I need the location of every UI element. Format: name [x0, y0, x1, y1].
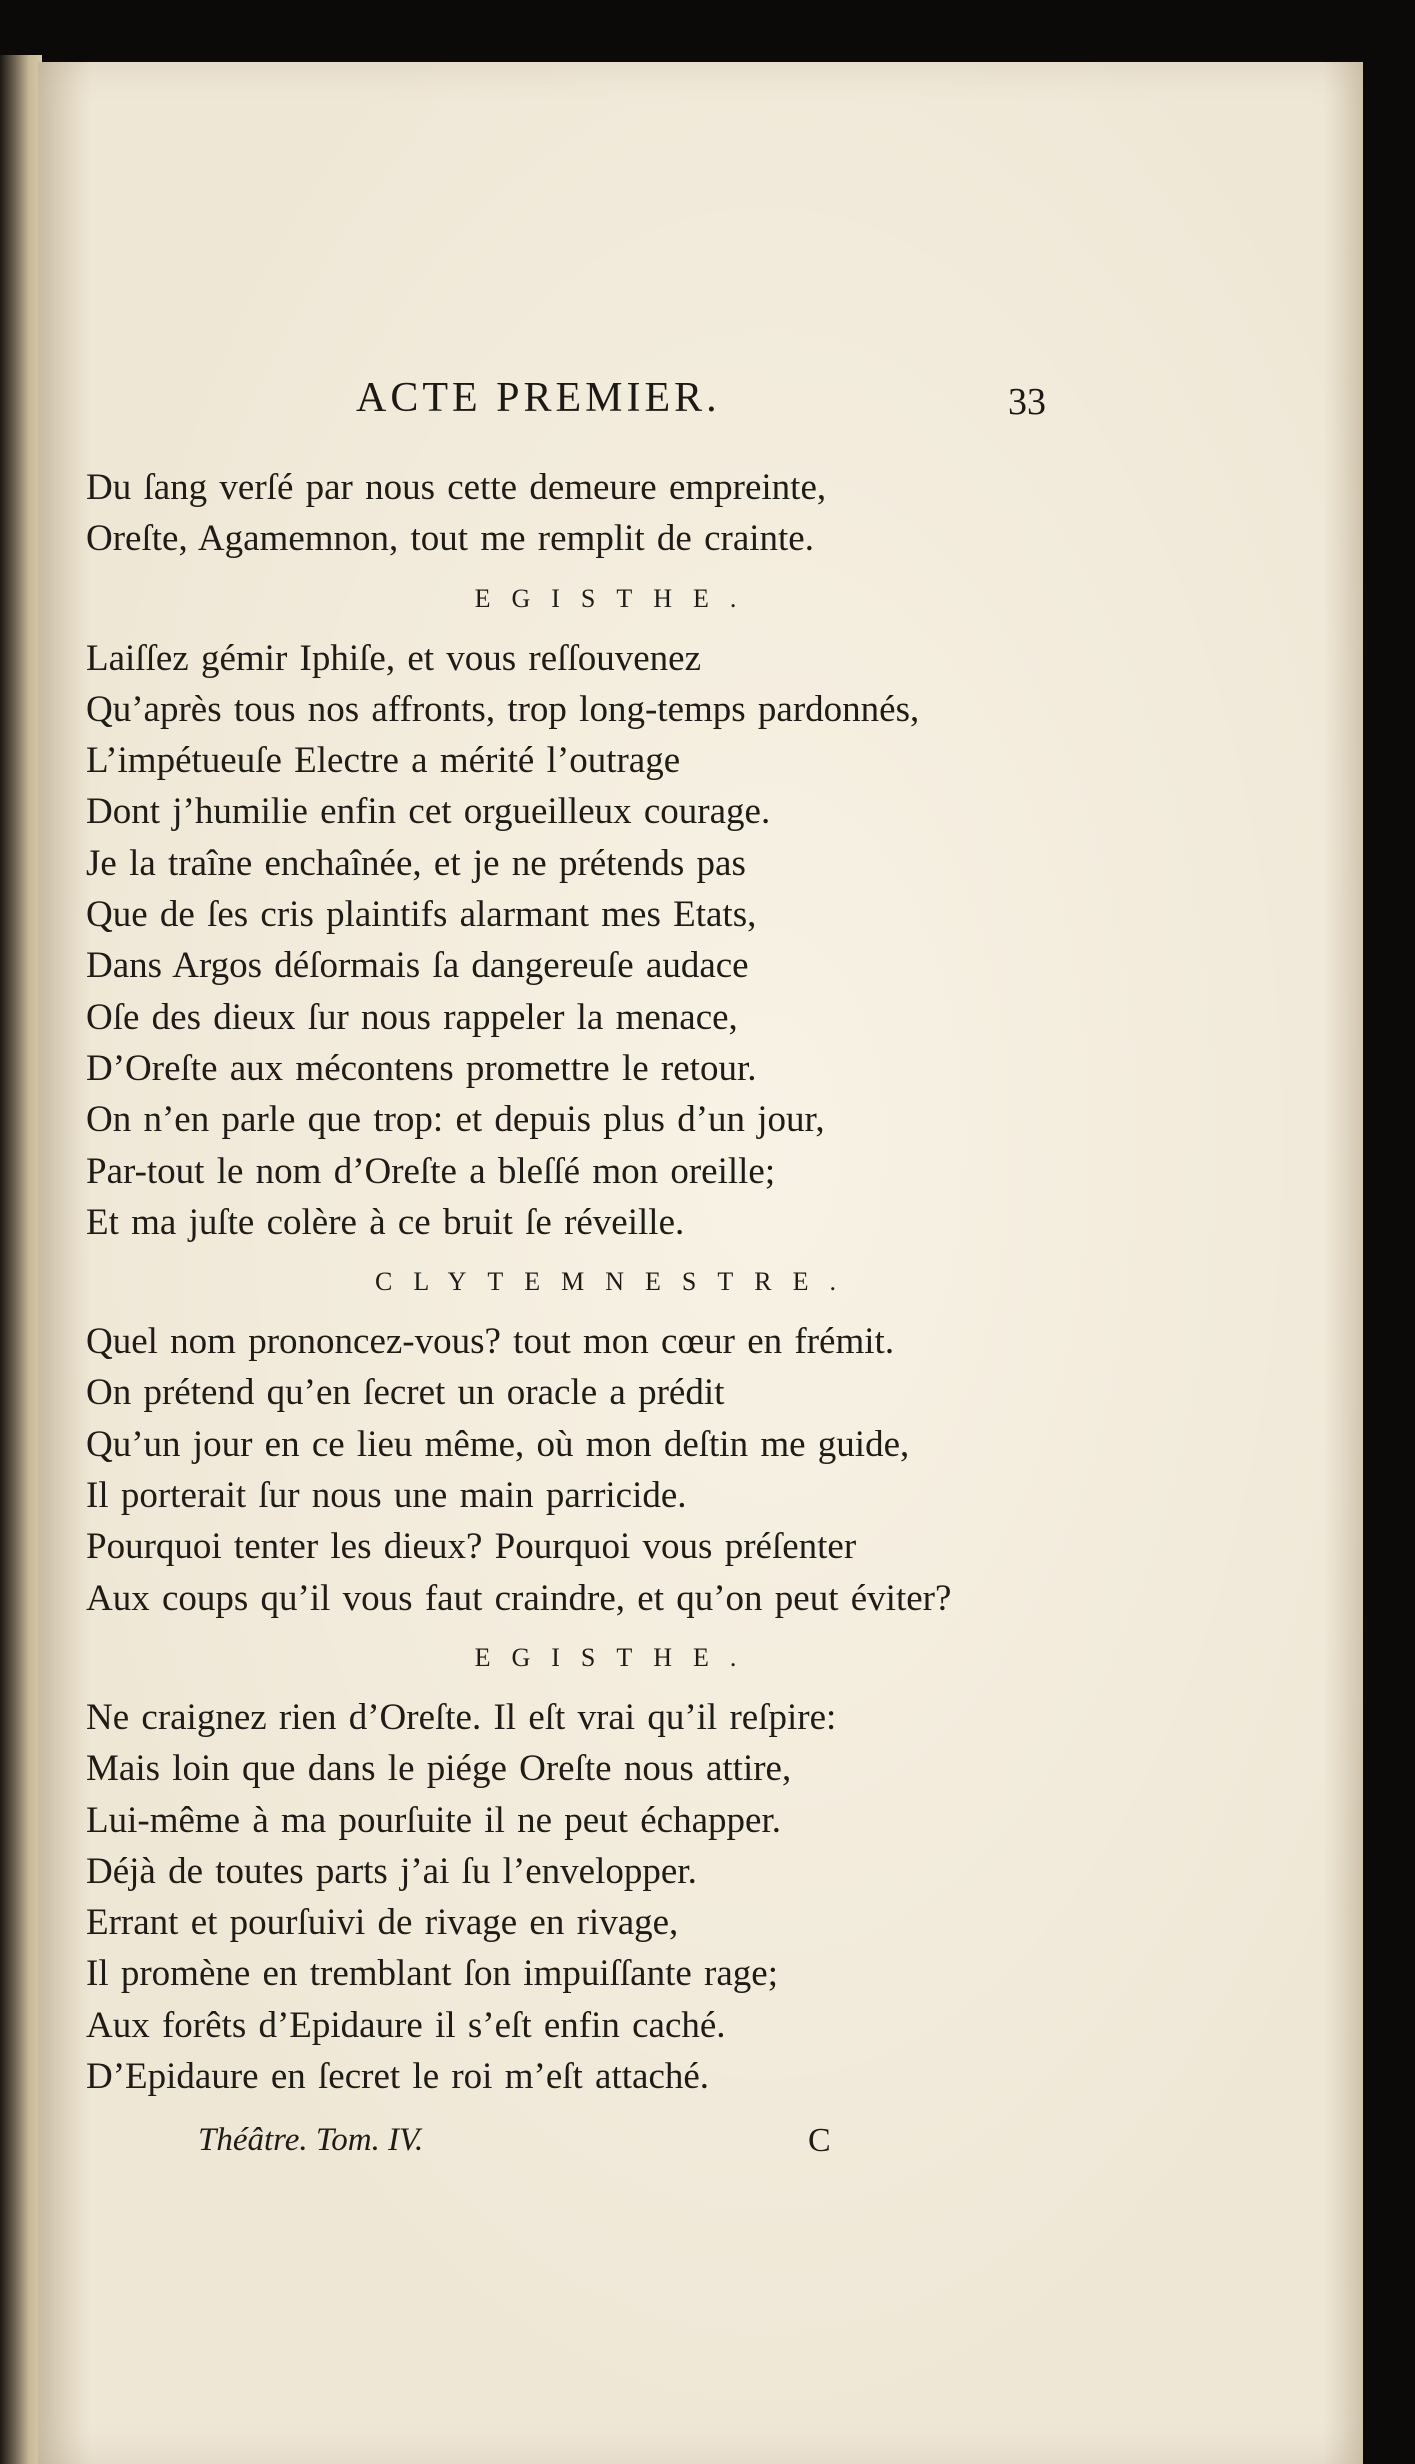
- verse-block: [86, 1316, 1126, 1624]
- verse-line: Par-tout le nom d’Oreſte a bleſſé mon oreille;: [86, 1150, 776, 1192]
- verse-block: [86, 462, 1126, 565]
- speaker-name: EGISTHE.: [474, 583, 758, 613]
- verse-line: Errant et pourſuivi de rivage en rivage,: [86, 1902, 679, 1944]
- verse-line: Qu’un jour en ce lieu même, où mon deſtin me guide,: [86, 1423, 910, 1465]
- speaker-name: CLYTEMNESTRE.: [374, 1267, 857, 1297]
- verse-line: Je la traîne enchaînée, et je ne prétends pas: [86, 842, 746, 884]
- running-title: ACTE PREMIER.: [356, 375, 721, 421]
- verse-line: Lui-même à ma pourſuite il ne peut échapper.: [86, 1799, 781, 1841]
- verse-line: Il porterait ſur nous une main parricide.: [86, 1475, 687, 1517]
- verse-line: Aux coups qu’il vous faut craindre, et qu’on peut éviter?: [86, 1577, 952, 1619]
- verse-line: Quel nom prononcez-vous? tout mon cœur en frémit.: [86, 1321, 895, 1363]
- verse-line: Dans Argos déſormais ſa dangereuſe audace: [86, 945, 749, 987]
- verse-line: Oſe des dieux ſur nous rappeler la menace,: [86, 996, 738, 1038]
- verse-block: [86, 1692, 1126, 2102]
- verse-line: Que de ſes cris plaintifs alarmant mes Etats,: [86, 894, 757, 936]
- verse-line: D’Epidaure en ſecret le roi m’eſt attaché.: [86, 2056, 710, 2098]
- verse-line: On n’en parle que trop: et depuis plus d’un jour,: [86, 1099, 825, 1141]
- verse-line: Mais loin que dans le piége Oreſte nous attire,: [86, 1748, 792, 1790]
- verse-line: Qu’après tous nos affronts, trop long-temps pardonnés,: [86, 688, 920, 730]
- page-header: [38, 374, 1363, 434]
- verse-block: [86, 633, 1126, 1249]
- signature-title: Théâtre. Tom. IV.: [198, 2122, 424, 2158]
- page-number: 33: [1008, 381, 1046, 423]
- verse-line: Dont j’humilie enfin cet orgueilleux courage.: [86, 791, 771, 833]
- verse-line: D’Oreſte aux mécontens promettre le retour.: [86, 1047, 757, 1089]
- verse-line: Il promène en tremblant ſon impuiſſante rage;: [86, 1953, 779, 1995]
- verse-line: Laiſſez gémir Iphiſe, et vous reſſouvenez: [86, 637, 701, 679]
- verse-line: Déjà de toutes parts j’ai ſu l’envelopper.: [86, 1850, 697, 1892]
- verse-line: Oreſte, Agamemnon, tout me remplit de crainte.: [86, 518, 814, 560]
- verse-line: L’impétueuſe Electre a mérité l’outrage: [86, 740, 681, 782]
- signature-mark: C: [808, 2122, 831, 2159]
- verse-line: Pourquoi tenter les dieux? Pourquoi vous préſenter: [86, 1526, 857, 1568]
- page-footer: [38, 2122, 1363, 2172]
- verse-line: Et ma juſte colère à ce bruit ſe réveille.: [86, 1201, 685, 1243]
- verse-line: Ne craignez rien d’Oreſte. Il eſt vrai qu’il reſpire:: [86, 1696, 837, 1738]
- verse-line: Aux forêts d’Epidaure il s’eſt enfin caché.: [86, 2004, 726, 2046]
- speaker-name: EGISTHE.: [474, 1642, 758, 1672]
- book-page: [38, 62, 1363, 2464]
- verse-line: On prétend qu’en ſecret un oracle a prédit: [86, 1372, 725, 1414]
- verse-line: Du ſang verſé par nous cette demeure empreinte,: [86, 467, 827, 508]
- book-spine-edge: [0, 55, 42, 2464]
- play-text: [86, 462, 1126, 2102]
